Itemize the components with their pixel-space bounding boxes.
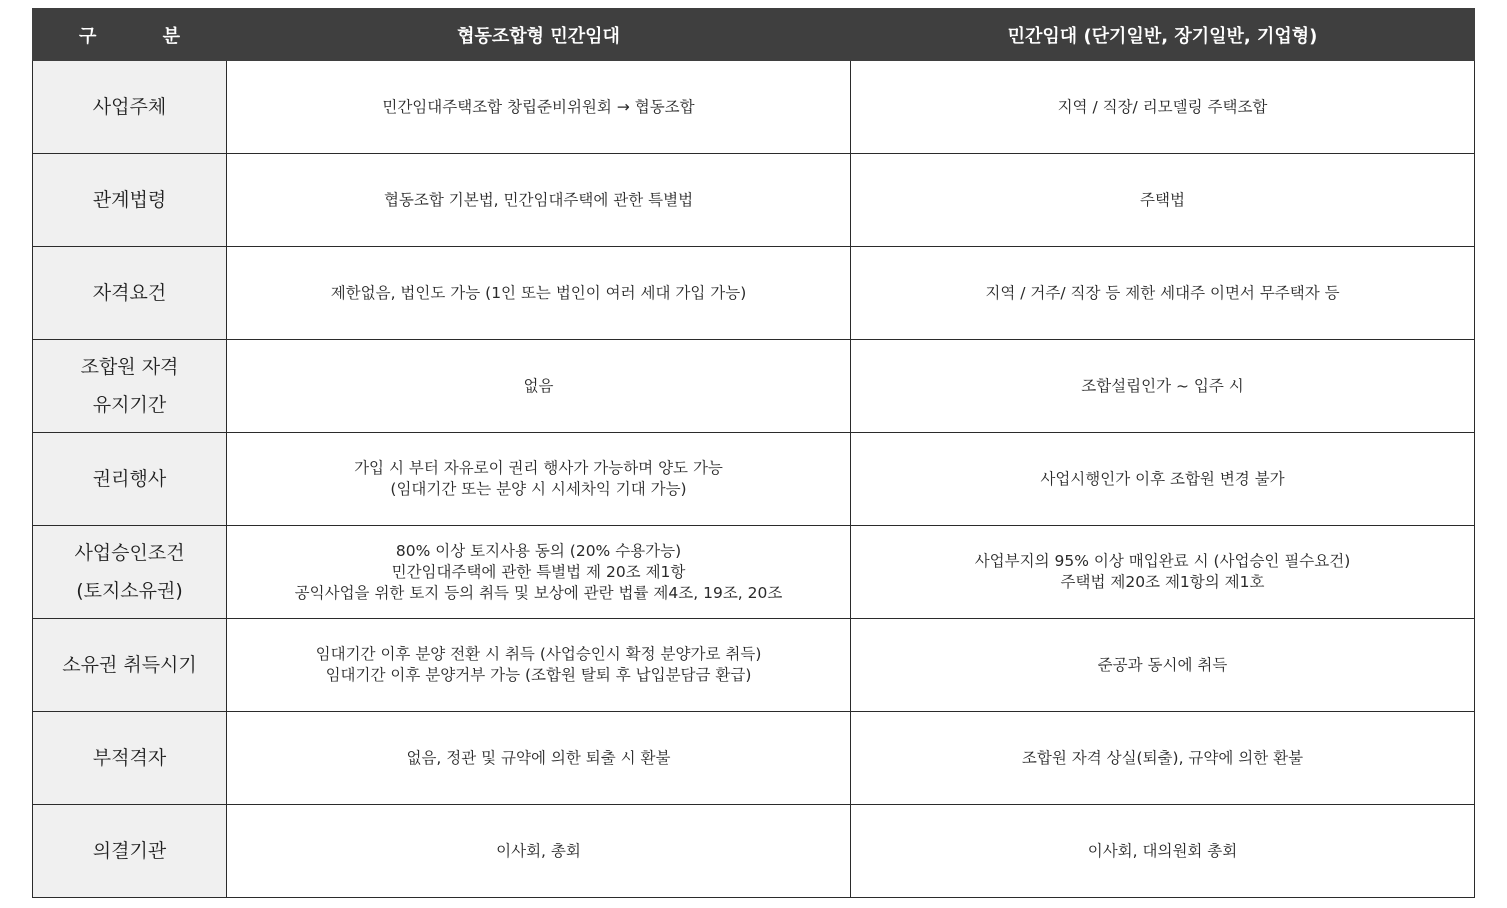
coop-rental-cell [227, 433, 851, 526]
coop-rental-cell [227, 340, 851, 433]
row-label-line: 권리행사 [92, 468, 167, 490]
private-rental-cell-line: 지역 / 직장/ 리모델링 주택조합 [1057, 97, 1268, 116]
coop-rental-cell [227, 61, 851, 154]
coop-rental-cell-line: 임대기간 이후 분양 전환 시 취득 (사업승인시 확정 분양가로 취득) [315, 645, 762, 663]
coop-rental-cell-line: 민간임대주택에 관한 특별법 제 20조 제1항 [391, 562, 686, 581]
private-rental-cell-line: 준공과 동시에 취득 [1097, 655, 1228, 674]
header-category: 구 분 [33, 9, 227, 61]
coop-rental-cell [227, 526, 851, 619]
table-row [33, 247, 1475, 340]
row-label-line: (토지소유권) [76, 580, 183, 602]
private-rental-cell [851, 433, 1475, 526]
table-row [33, 340, 1475, 433]
private-rental-cell [851, 805, 1475, 898]
private-rental-cell [851, 340, 1475, 433]
coop-rental-cell-line: 가입 시 부터 자유로이 권리 행사가 가능하며 양도 가능 [354, 459, 723, 477]
table-body [33, 61, 1475, 898]
table-row [33, 805, 1475, 898]
table-row [33, 526, 1475, 619]
coop-rental-cell [227, 712, 851, 805]
row-label-line: 소유권 취득시기 [62, 654, 197, 676]
header-private-rental: 민간임대 (단기일반, 장기일반, 기업형) [851, 9, 1475, 61]
header-row [33, 9, 1475, 61]
private-rental-cell-line: 주택법 제20조 제1항의 제1호 [1060, 573, 1265, 591]
private-rental-cell-line: 조합원 자격 상실(퇴출), 규약에 의한 환불 [1021, 748, 1304, 767]
table-row [33, 712, 1475, 805]
row-label [33, 154, 227, 247]
private-rental-cell [851, 712, 1475, 805]
private-rental-cell-line: 조합설립인가 ~ 입주 시 [1081, 376, 1244, 395]
row-label [33, 805, 227, 898]
coop-rental-cell [227, 805, 851, 898]
private-rental-cell [851, 526, 1475, 619]
row-label [33, 526, 227, 619]
row-label-line: 의결기관 [92, 840, 167, 862]
coop-rental-cell [227, 619, 851, 712]
coop-rental-cell-line: 없음 [523, 376, 554, 395]
row-label-line: 유지기간 [92, 394, 167, 416]
row-label-line: 조합원 자격 [80, 356, 179, 378]
private-rental-cell-line: 이사회, 대의원회 총회 [1087, 841, 1238, 860]
private-rental-cell [851, 154, 1475, 247]
row-label [33, 61, 227, 154]
private-rental-cell-line: 사업시행인가 이후 조합원 변경 불가 [1040, 469, 1285, 488]
coop-rental-cell-line: (임대기간 또는 분양 시 시세차익 기대 가능) [390, 480, 687, 498]
row-label-line: 관계법령 [92, 189, 167, 211]
private-rental-cell-line: 사업부지의 95% 이상 매입완료 시 (사업승인 필수요건) [974, 552, 1351, 570]
private-rental-cell [851, 247, 1475, 340]
row-label [33, 712, 227, 805]
coop-rental-cell [227, 247, 851, 340]
row-label-line: 사업주체 [92, 96, 167, 118]
private-rental-cell [851, 619, 1475, 712]
row-label-line: 사업승인조건 [74, 542, 185, 564]
table-row [33, 154, 1475, 247]
table-row [33, 433, 1475, 526]
coop-rental-cell-line: 80% 이상 토지사용 동의 (20% 수용가능) [395, 541, 682, 560]
private-rental-cell-line: 주택법 [1140, 190, 1185, 209]
table-row [33, 619, 1475, 712]
table-header [33, 9, 1475, 61]
row-label [33, 247, 227, 340]
comparison-table [32, 8, 1475, 898]
coop-rental-cell-line: 제한없음, 법인도 가능 (1인 또는 법인이 여러 세대 가입 가능) [330, 283, 747, 302]
coop-rental-cell-line: 임대기간 이후 분양거부 가능 (조합원 탈퇴 후 납입분담금 환급) [325, 666, 752, 684]
header-coop-rental: 협동조합형 민간임대 [227, 9, 851, 61]
coop-rental-cell-line: 민간임대주택조합 창립준비위원회 → 협동조합 [382, 97, 695, 116]
row-label [33, 340, 227, 433]
private-rental-cell [851, 61, 1475, 154]
coop-rental-cell-line: 없음, 정관 및 규약에 의한 퇴출 시 환불 [406, 748, 671, 767]
coop-rental-cell-line: 협동조합 기본법, 민간임대주택에 관한 특별법 [383, 190, 694, 209]
row-label [33, 619, 227, 712]
row-label [33, 433, 227, 526]
coop-rental-cell-line: 이사회, 총회 [496, 841, 581, 860]
coop-rental-cell [227, 154, 851, 247]
private-rental-cell-line: 지역 / 거주/ 직장 등 제한 세대주 이면서 무주택자 등 [985, 283, 1340, 302]
coop-rental-cell-line: 공익사업을 위한 토지 등의 취득 및 보상에 관란 법률 제4조, 19조, 20조 [294, 583, 783, 602]
table-row [33, 61, 1475, 154]
row-label-line: 자격요건 [92, 282, 167, 304]
row-label-line: 부적격자 [92, 747, 167, 769]
